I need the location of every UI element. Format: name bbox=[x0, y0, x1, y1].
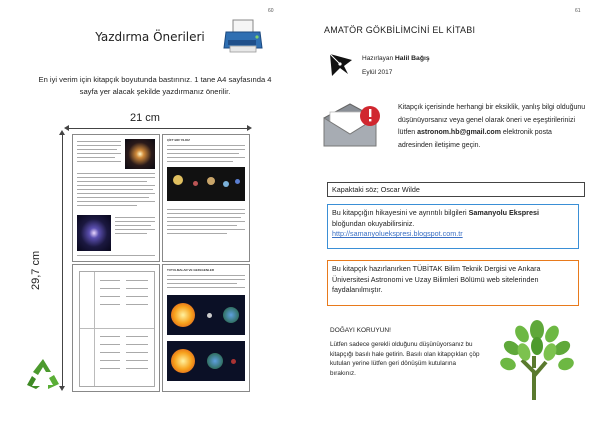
arrow-right-icon bbox=[247, 125, 252, 131]
print-instructions: En iyi verim için kitapçık boyutunda bastırınız. 1 tane A4 sayfasında 4 sayfa yer alacak şekilde yazdırmanız önerilir. bbox=[38, 75, 272, 96]
page-number-right: 61 bbox=[575, 8, 581, 14]
envelope-alert-icon bbox=[320, 98, 382, 150]
galaxy-image bbox=[77, 215, 111, 251]
preview-page-4-title: TUTULMALAR VE GEZEGENLER bbox=[167, 268, 214, 272]
protect-nature-text: Lütfen sadece gerekli olduğunu düşünüyorsanız bu kitapçığı basılı hale getirin. Basılı olan kitapçıkları çöp kutuları yerine lütfen geri dönüşüm kutularına bırakınız. bbox=[330, 341, 480, 377]
feedback-notice-end: elektronik posta adresinden iletişime geçin. bbox=[398, 129, 552, 149]
prepared-by-label: Hazırlayan bbox=[362, 55, 394, 62]
contact-email[interactable]: astronom.hb@gmail.com bbox=[417, 129, 501, 136]
arrow-up-icon bbox=[59, 130, 65, 135]
page-number-left: 60 bbox=[268, 8, 274, 14]
preview-page-1 bbox=[72, 134, 160, 262]
booklet-preview bbox=[72, 134, 248, 390]
author-name: Halil Bağış bbox=[394, 55, 430, 62]
feedback-notice bbox=[398, 102, 588, 152]
protect-nature-title: DOĞAYI KORUYUN! bbox=[330, 327, 391, 334]
blog-info-box bbox=[327, 204, 579, 249]
cover-quote-box: Kapaktaki söz; Oscar Wilde bbox=[327, 182, 585, 197]
sources-box: Bu kitapçık hazırlanırken TÜBİTAK Bilim Teknik Dergisi ve Ankara Üniversitesi Astronomi ve Uzay Bilimleri Bölümü web sitelerinden faydalanılmıştır. bbox=[327, 260, 579, 306]
height-label: 29,7 cm bbox=[30, 250, 42, 290]
height-dimension-arrow bbox=[62, 132, 63, 388]
width-label: 21 cm bbox=[130, 112, 160, 124]
pen-nib-icon bbox=[326, 50, 356, 80]
preview-page-3 bbox=[72, 264, 160, 392]
blog-info-text-end: bloğundan okuyabilirsiniz. bbox=[332, 218, 415, 228]
prepared-by bbox=[362, 55, 430, 62]
preview-page-2 bbox=[162, 134, 250, 262]
printer-icon bbox=[222, 18, 266, 58]
publication-date: Eylül 2017 bbox=[362, 69, 393, 76]
lunar-eclipse-image bbox=[167, 341, 245, 381]
blog-name: Samanyolu Ekspresi bbox=[468, 208, 539, 217]
print-suggestions-title: Yazdırma Önerileri bbox=[95, 30, 205, 44]
solar-eclipse-image bbox=[167, 295, 245, 335]
width-dimension-arrow bbox=[68, 128, 248, 129]
preview-page-2-title: ÇİFT BIR YILDIZ bbox=[167, 138, 190, 142]
blog-link[interactable]: http://samanyoluekspresi.blogspot.com.tr bbox=[332, 229, 463, 238]
planets-image bbox=[167, 167, 245, 201]
tree-icon bbox=[494, 316, 580, 400]
feedback-notice-text: Kitapçık içerisinde herhangi bir eksiklik, yanlış bilgi olduğunu düşünüyorsanız veya genel olarak öneri ve eşeştirilerinizi lütfen bbox=[398, 104, 586, 136]
star-image bbox=[125, 139, 155, 169]
recycle-icon bbox=[24, 356, 62, 392]
blog-info-text: Bu kitapçığın hikayesini ve ayrıntılı bilgileri bbox=[332, 208, 467, 217]
book-title: AMATÖR GÖKBİLİMCİNİ EL KİTABI bbox=[324, 25, 476, 35]
preview-page-4 bbox=[162, 264, 250, 392]
preview-table bbox=[79, 271, 155, 387]
